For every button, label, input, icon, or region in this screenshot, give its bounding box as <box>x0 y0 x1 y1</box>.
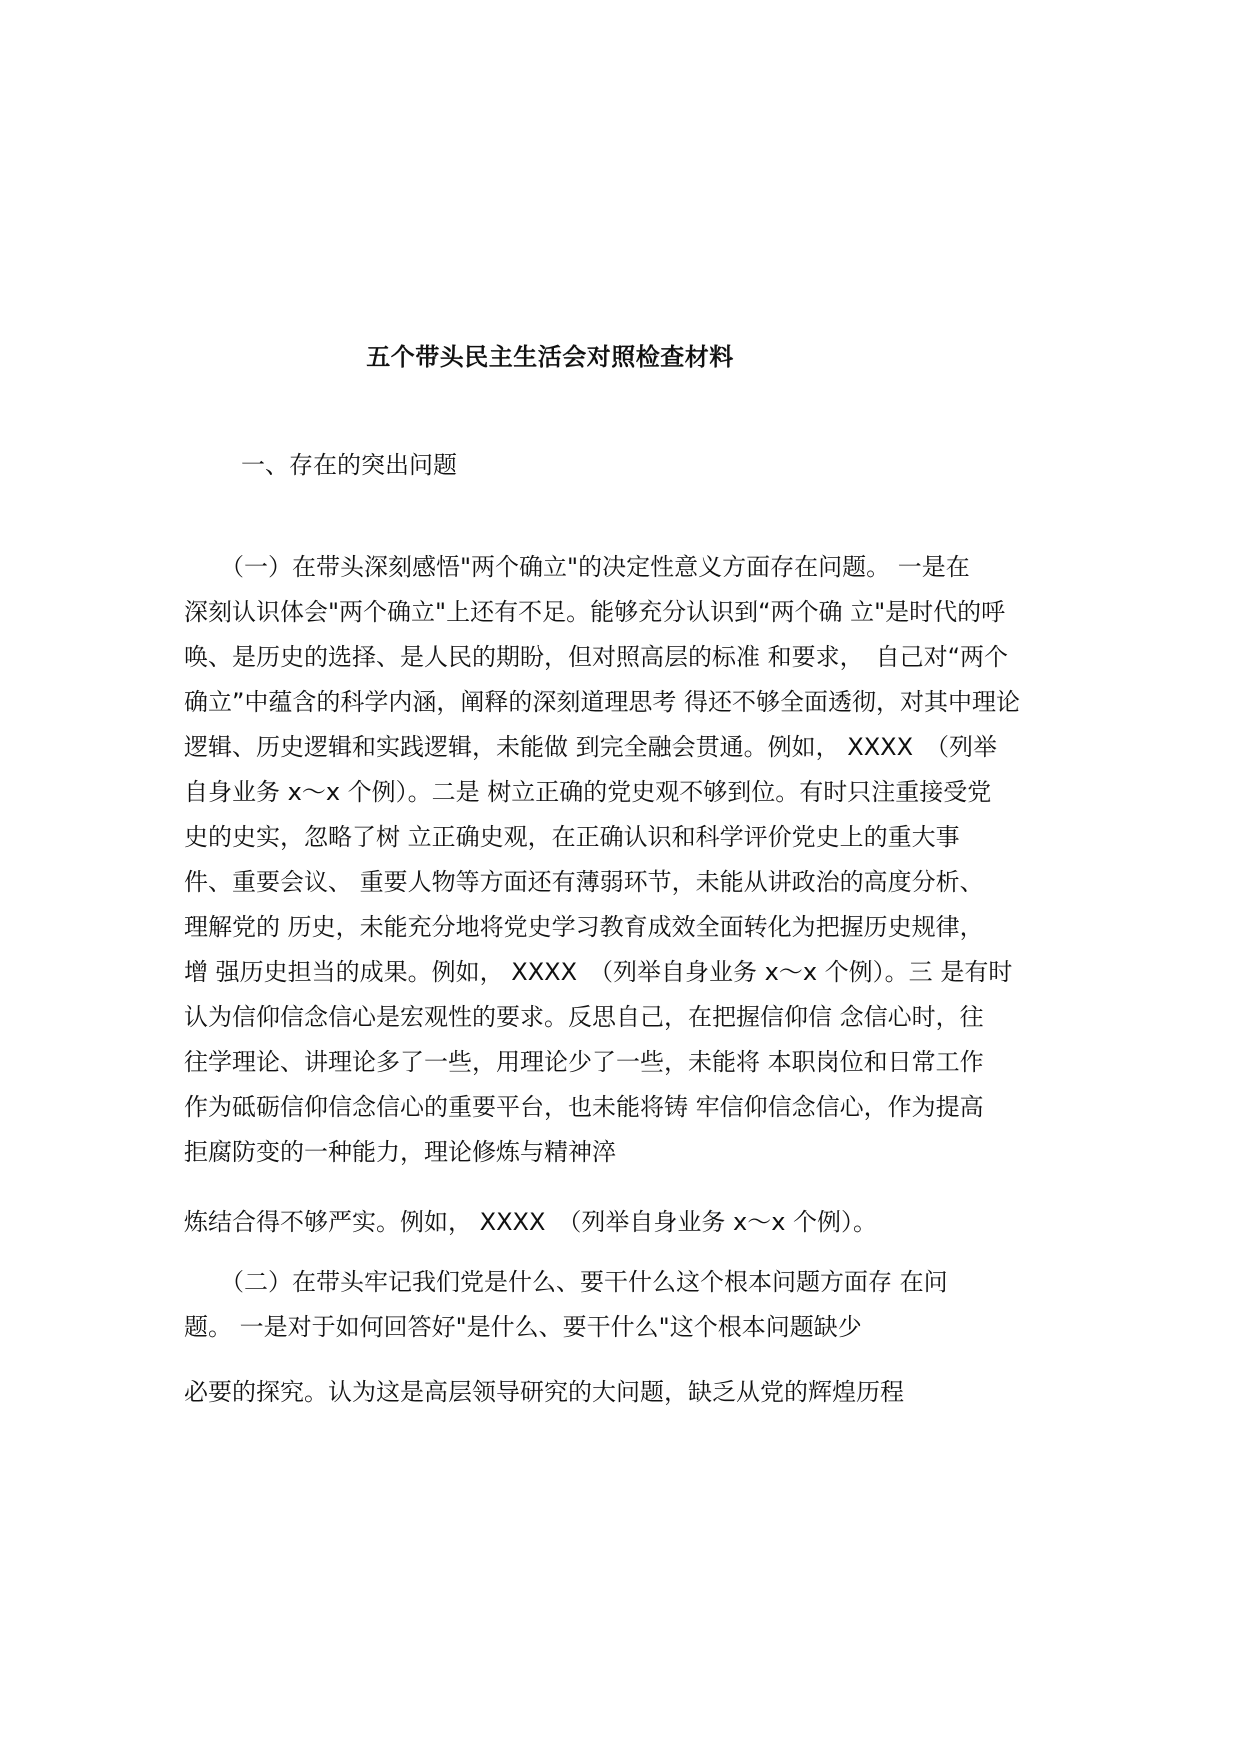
body-line: 自身业务 x～x 个例）。二是 树立正确的党史观不够到位。有时只注重接受党 <box>184 778 992 806</box>
body-line: 唤、是历史的选择、是人民的期盼，但对照高层的标准 和要求， 自己对“两个 <box>184 643 1009 671</box>
body-line: 拒腐防变的一种能力，理论修炼与精神淬 <box>184 1138 616 1166</box>
body-line: 题。 一是对于如何回答好"是什么、要干什么"这个根本问题缺少 <box>184 1313 862 1341</box>
body-line: 确立”中蕴含的科学内涵，阐释的深刻道理思考 得还不够全面透彻，对其中理论 <box>184 688 1021 716</box>
body-line: 逻辑、历史逻辑和实践逻辑，未能做 到完全融会贯通。例如， XXXX （列举 <box>184 733 998 761</box>
body-line: 炼结合得不够严实。例如， XXXX （列举自身业务 x～x 个例）。 <box>184 1208 878 1236</box>
body-line: 必要的探究。认为这是高层领导研究的大问题，缺乏从党的辉煌历程 <box>184 1378 904 1406</box>
body-line: 件、重要会议、 重要人物等方面还有薄弱环节，未能从讲政治的高度分析、 <box>184 868 984 896</box>
section-heading: 一、存在的突出问题 <box>241 451 457 479</box>
body-line: 作为砥砺信仰信念信心的重要平台，也未能将铸 牢信仰信念信心，作为提高 <box>184 1093 984 1121</box>
body-line: 往学理论、讲理论多了一些，用理论少了一些，未能将 本职岗位和日常工作 <box>184 1048 984 1076</box>
body-line: 认为信仰信念信心是宏观性的要求。反思自己，在把握信仰信 念信心时，往 <box>184 1003 984 1031</box>
body-line: 史的史实，忽略了树 立正确史观，在正确认识和科学评价党史上的重大事 <box>184 823 960 851</box>
body-line: （一）在带头深刻感悟"两个确立"的决定性意义方面存在问题。 一是在 <box>184 553 970 581</box>
document-title: 五个带头民主生活会对照检查材料 <box>366 343 734 371</box>
body-line: （二）在带头牢记我们党是什么、要干什么这个根本问题方面存 在问 <box>184 1268 948 1296</box>
body-line: 增 强历史担当的成果。例如， XXXX （列举自身业务 x～x 个例）。三 是有时 <box>184 958 1013 986</box>
body-line: 深刻认识体会"两个确立"上还有不足。能够充分认识到“两个确 立"是时代的呼 <box>184 598 1006 626</box>
body-line: 理解党的 历史，未能充分地将党史学习教育成效全面转化为把握历史规律， <box>184 913 984 941</box>
